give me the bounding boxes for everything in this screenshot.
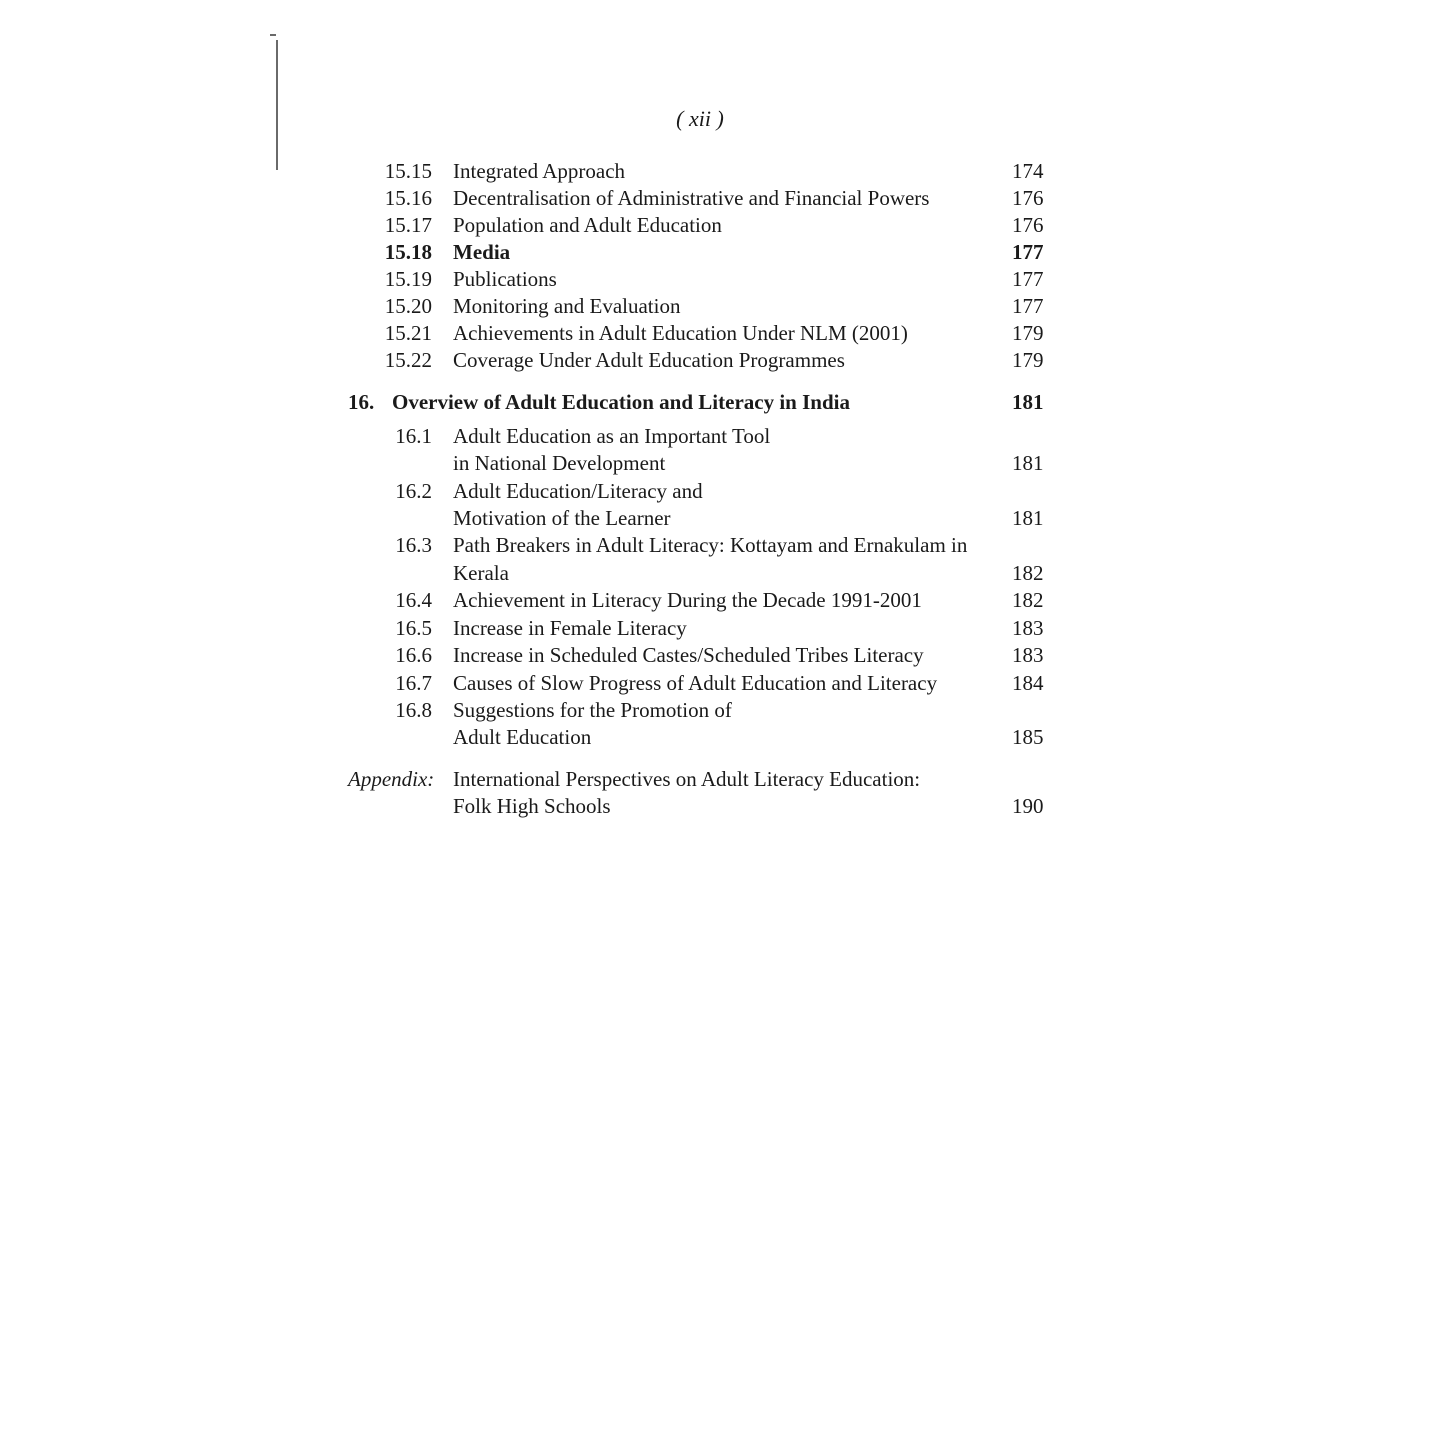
entry-title: Decentralisation of Administrative and Financial Powers bbox=[453, 186, 930, 210]
toc-entry-15-18[interactable] bbox=[340, 239, 1060, 266]
entry-title-line1: Adult Education/Literacy and bbox=[453, 479, 703, 503]
entry-number: 15.22 bbox=[384, 348, 432, 372]
entry-title: Integrated Approach bbox=[453, 159, 626, 183]
appendix-title-line2: Folk High Schools bbox=[453, 794, 611, 818]
toc-entry-16-3[interactable] bbox=[340, 532, 1060, 559]
entry-title: Population and Adult Education bbox=[453, 213, 722, 237]
entry-title-line2: Adult Education bbox=[453, 725, 592, 749]
entry-page: 181 bbox=[1012, 451, 1044, 475]
toc-appendix-cont[interactable] bbox=[340, 793, 1060, 820]
chapter-number: 16. bbox=[348, 390, 375, 414]
toc-entry-16-1-cont[interactable] bbox=[340, 450, 1060, 477]
entry-title: Achievement in Literacy During the Decade 1991-2001 bbox=[453, 588, 922, 612]
toc-entry-15-20[interactable] bbox=[340, 293, 1060, 320]
entry-page: 184 bbox=[1012, 671, 1044, 695]
entry-page: 185 bbox=[1012, 725, 1044, 749]
entry-number: 16.1 bbox=[395, 424, 432, 448]
entry-number: 15.21 bbox=[384, 321, 432, 345]
entry-page: 179 bbox=[1012, 321, 1044, 345]
entry-title: Media bbox=[453, 240, 511, 264]
entry-page: 182 bbox=[1012, 588, 1044, 612]
entry-number: 15.20 bbox=[384, 294, 432, 318]
toc-entry-16-2[interactable] bbox=[340, 478, 1060, 505]
page-number: ( xii ) bbox=[676, 106, 724, 131]
toc-entry-16-8-cont[interactable] bbox=[340, 724, 1060, 751]
margin-scan-line bbox=[276, 40, 278, 170]
chapter-page: 181 bbox=[1012, 390, 1044, 414]
toc-entry-16-1[interactable] bbox=[340, 423, 1060, 450]
entry-title-line1: Path Breakers in Adult Literacy: Kottayam and Ernakulam in bbox=[453, 533, 968, 557]
entry-number: 16.3 bbox=[395, 533, 432, 557]
margin-tick-mark bbox=[270, 34, 276, 36]
entry-title-line1: Adult Education as an Important Tool bbox=[453, 424, 771, 448]
entry-page: 183 bbox=[1012, 616, 1044, 640]
entry-number: 16.2 bbox=[395, 479, 432, 503]
entry-page: 177 bbox=[1012, 240, 1044, 264]
appendix-title-line1: International Perspectives on Adult Literacy Education: bbox=[453, 767, 921, 791]
toc-chapter-16[interactable] bbox=[340, 389, 1060, 416]
entry-number: 15.19 bbox=[384, 267, 432, 291]
entry-title: Increase in Scheduled Castes/Scheduled Tribes Literacy bbox=[453, 643, 924, 667]
entry-page: 179 bbox=[1012, 348, 1044, 372]
entry-number: 16.5 bbox=[395, 616, 432, 640]
appendix-label: Appendix: bbox=[348, 767, 435, 791]
entry-title: Monitoring and Evaluation bbox=[453, 294, 681, 318]
entry-page: 176 bbox=[1012, 213, 1044, 237]
entry-number: 15.17 bbox=[384, 213, 432, 237]
toc-entry-15-17[interactable] bbox=[340, 212, 1060, 239]
entry-page: 177 bbox=[1012, 294, 1044, 318]
toc-entry-16-4[interactable] bbox=[340, 587, 1060, 614]
entry-title: Achievements in Adult Education Under NLM (2001) bbox=[453, 321, 908, 345]
toc-entry-16-8[interactable] bbox=[340, 697, 1060, 724]
toc-entry-16-5[interactable] bbox=[340, 615, 1060, 642]
toc-entry-15-16[interactable] bbox=[340, 185, 1060, 212]
toc-entry-16-2-cont[interactable] bbox=[340, 505, 1060, 532]
entry-number: 16.7 bbox=[395, 671, 432, 695]
entry-title-line1: Suggestions for the Promotion of bbox=[453, 698, 732, 722]
toc-entry-15-22[interactable] bbox=[340, 347, 1060, 374]
entry-page: 181 bbox=[1012, 506, 1044, 530]
toc-entry-15-19[interactable] bbox=[340, 266, 1060, 293]
entry-title: Causes of Slow Progress of Adult Education and Literacy bbox=[453, 671, 938, 695]
entry-number: 16.6 bbox=[395, 643, 432, 667]
entry-page: 176 bbox=[1012, 186, 1044, 210]
chapter-title: Overview of Adult Education and Literacy in India bbox=[392, 390, 850, 414]
entry-title: Increase in Female Literacy bbox=[453, 616, 687, 640]
entry-title-line2: Motivation of the Learner bbox=[453, 506, 671, 530]
appendix-page: 190 bbox=[1012, 794, 1044, 818]
entry-number: 16.4 bbox=[395, 588, 432, 612]
entry-page: 174 bbox=[1012, 159, 1044, 183]
toc-entry-16-6[interactable] bbox=[340, 642, 1060, 669]
toc-appendix[interactable] bbox=[340, 766, 1060, 793]
entry-title-line2: Kerala bbox=[453, 561, 509, 585]
entry-title-line2: in National Development bbox=[453, 451, 666, 475]
entry-title: Coverage Under Adult Education Programmes bbox=[453, 348, 845, 372]
entry-number: 15.16 bbox=[384, 186, 432, 210]
entry-number: 15.18 bbox=[384, 240, 432, 264]
entry-page: 182 bbox=[1012, 561, 1044, 585]
toc-entry-16-3-cont[interactable] bbox=[340, 560, 1060, 587]
toc-entry-15-21[interactable] bbox=[340, 320, 1060, 347]
entry-page: 183 bbox=[1012, 643, 1044, 667]
toc-entry-16-7[interactable] bbox=[340, 670, 1060, 697]
entry-title: Publications bbox=[453, 267, 557, 291]
toc-entry-15-15[interactable] bbox=[340, 158, 1060, 185]
entry-number: 15.15 bbox=[384, 159, 432, 183]
entry-number: 16.8 bbox=[395, 698, 432, 722]
entry-page: 177 bbox=[1012, 267, 1044, 291]
